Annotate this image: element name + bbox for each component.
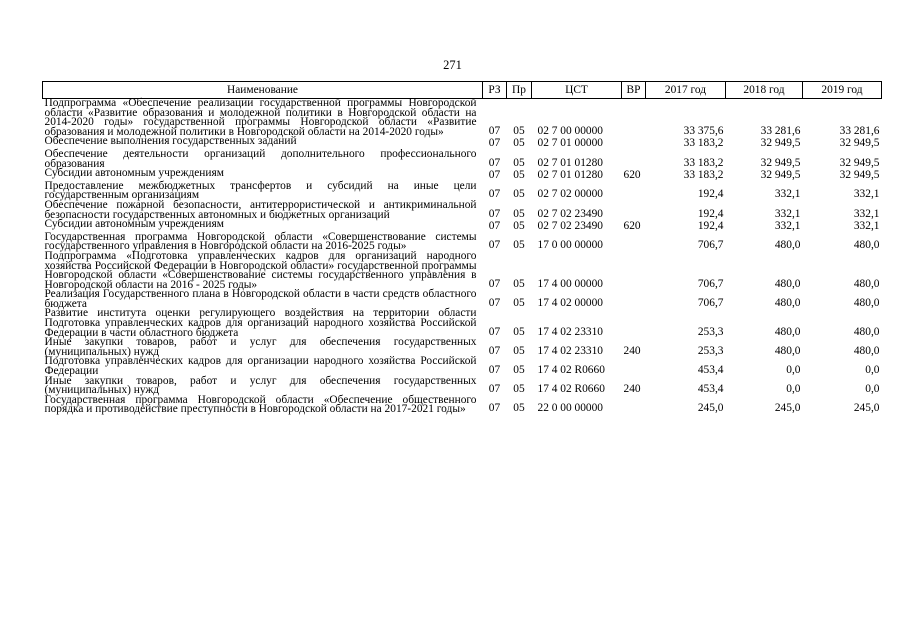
row-cst: 17 4 02 23310 — [537, 344, 603, 357]
row-vr — [622, 99, 646, 138]
row-2018: 480,0 — [774, 239, 801, 252]
row-2019: 332,1 — [853, 207, 880, 220]
row-cst: 17 4 02 00000 — [537, 296, 603, 309]
row-2018: 480,0 — [774, 277, 801, 290]
row-2018: 32 949,5 — [760, 156, 801, 169]
header-rz: РЗ — [483, 82, 507, 99]
table-header-row — [43, 82, 882, 99]
row-2019: 480,0 — [853, 344, 880, 357]
row-name: Предоставление межбюджетных трансфертов и субсидий на иные цели государственным организациям — [44, 179, 477, 202]
row-2019: 245,0 — [853, 402, 880, 415]
row-2017: 253,3 — [697, 325, 724, 338]
row-pr: 05 — [513, 383, 525, 396]
row-vr — [622, 290, 646, 309]
row-vr — [622, 182, 646, 201]
row-2018: 480,0 — [774, 325, 801, 338]
row-cst: 02 7 01 00000 — [537, 137, 603, 150]
row-cst: 17 4 02 23310 — [537, 325, 603, 338]
row-pr: 05 — [513, 124, 525, 137]
header-2018: 2018 год — [726, 82, 803, 99]
row-name: Развитие института оценки регулирующего воздействия на территории области Подготовка управленческих кадров для организаций народного хозяйства Российской Федерации в части областного бюджета — [44, 307, 477, 339]
page-number: 271 — [443, 58, 462, 72]
row-pr: 05 — [513, 364, 525, 377]
row-2019: 480,0 — [853, 239, 880, 252]
row-cst: 02 7 00 00000 — [537, 124, 603, 137]
row-2018: 0,0 — [786, 383, 801, 396]
table-row — [43, 252, 882, 290]
row-vr — [622, 150, 646, 169]
row-rz: 07 — [488, 169, 501, 182]
row-pr: 05 — [513, 169, 525, 182]
row-2018: 332,1 — [774, 220, 801, 233]
row-name: Обеспечение выполнения государственных заданий — [44, 135, 297, 148]
row-name: Обеспечение деятельности организаций дополнительного профессионального образования — [44, 147, 477, 170]
row-pr: 05 — [513, 344, 525, 357]
row-name: Иные закупки товаров, работ и услуг для обеспечения государственных (муниципальных) нужд — [44, 374, 477, 397]
row-name: Государственная программа Новгородской области «Обеспечение общественного порядка и противодействие преступности в Новгородской области на 2017-2021 годы» — [44, 393, 477, 416]
row-2018: 0,0 — [786, 364, 801, 377]
row-2017: 33 375,6 — [683, 124, 724, 137]
row-2019: 0,0 — [865, 383, 880, 396]
row-2017: 33 183,2 — [683, 156, 724, 169]
row-cst: 17 4 02 R0660 — [537, 364, 605, 377]
row-2017: 253,3 — [697, 344, 724, 357]
row-2018: 480,0 — [774, 344, 801, 357]
row-2017: 706,7 — [697, 239, 724, 252]
row-pr: 05 — [513, 402, 525, 415]
header-2019: 2019 год — [803, 82, 882, 99]
row-cst: 22 0 00 00000 — [537, 402, 603, 415]
row-rz: 07 — [488, 344, 501, 357]
row-rz: 07 — [488, 239, 501, 252]
row-cst: 02 7 02 00000 — [537, 188, 603, 201]
table-row — [43, 309, 882, 338]
row-2019: 0,0 — [865, 364, 880, 377]
row-vr — [622, 357, 646, 376]
row-vr: 620 — [623, 220, 641, 233]
header-pr: Пр — [507, 82, 532, 99]
row-2017: 192,4 — [697, 220, 724, 233]
row-cst: 17 4 00 00000 — [537, 277, 603, 290]
table-row — [43, 357, 882, 376]
row-vr — [622, 309, 646, 338]
row-pr: 05 — [513, 277, 525, 290]
row-rz: 07 — [488, 220, 501, 233]
row-pr: 05 — [513, 325, 525, 338]
row-2018: 332,1 — [774, 188, 801, 201]
row-rz: 07 — [488, 277, 501, 290]
row-rz: 07 — [488, 207, 501, 220]
row-rz: 07 — [488, 383, 501, 396]
row-rz: 07 — [488, 124, 501, 137]
row-vr — [622, 233, 646, 252]
header-2017: 2017 год — [646, 82, 726, 99]
budget-table — [42, 81, 882, 415]
row-vr — [622, 252, 646, 290]
row-2017: 245,0 — [697, 402, 724, 415]
row-2019: 33 281,6 — [839, 124, 880, 137]
row-2018: 480,0 — [774, 296, 801, 309]
table-body — [43, 99, 882, 416]
row-cst: 02 7 02 23490 — [537, 207, 603, 220]
row-2019: 32 949,5 — [839, 169, 880, 182]
row-rz: 07 — [488, 296, 501, 309]
row-cst: 02 7 01 01280 — [537, 169, 603, 182]
row-vr — [622, 137, 646, 150]
row-2019: 332,1 — [853, 220, 880, 233]
row-2017: 706,7 — [697, 277, 724, 290]
row-rz: 07 — [488, 188, 501, 201]
row-2018: 32 949,5 — [760, 169, 801, 182]
table-row — [43, 99, 882, 138]
row-name: Подготовка управленческих кадров для организации народного хозяйства Российской Федерации — [44, 355, 477, 378]
table-row — [43, 377, 882, 396]
row-2017: 33 183,2 — [683, 169, 724, 182]
row-2019: 32 949,5 — [839, 156, 880, 169]
row-2018: 32 949,5 — [760, 137, 801, 150]
row-pr: 05 — [513, 296, 525, 309]
row-pr: 05 — [513, 137, 525, 150]
row-rz: 07 — [488, 402, 501, 415]
row-name: Подпрограмма «Обеспечение реализации государственной программы Новгородской области «Развитие образования и молодежной политики в Новгородской области на 2014-2020 годы» государственной программы Новгородской области «Развитие образования и молодежной политики в Новгородской области на 2014-2020 годы» — [44, 97, 477, 138]
row-cst: 17 0 00 00000 — [537, 239, 603, 252]
row-rz: 07 — [488, 137, 501, 150]
header-cst: ЦСТ — [532, 82, 622, 99]
row-2019: 480,0 — [853, 277, 880, 290]
row-2017: 706,7 — [697, 296, 724, 309]
row-name: Реализация Государственного плана в Новгородской области в части средств областного бюджета — [44, 288, 477, 310]
row-pr: 05 — [513, 220, 525, 233]
row-cst: 02 7 02 23490 — [537, 220, 603, 233]
header-vr: ВР — [622, 82, 646, 99]
row-name: Обеспечение пожарной безопасности, антитеррористической и антикриминальной безопасности государственных автономных и бюджетных организаций — [44, 198, 477, 221]
row-2017: 192,4 — [697, 188, 724, 201]
row-name: Государственная программа Новгородской области «Совершенствование системы государственного управления в Новгородской области на 2016-2025 годы» — [44, 230, 477, 253]
row-rz: 07 — [488, 156, 501, 169]
row-2018: 245,0 — [774, 402, 801, 415]
row-pr: 05 — [513, 156, 525, 169]
row-vr: 240 — [623, 383, 641, 396]
row-name: Субсидии автономным учреждениям — [44, 167, 224, 180]
row-cst: 02 7 01 01280 — [537, 156, 603, 169]
row-name: Субсидии автономным учреждениям — [44, 218, 224, 231]
row-2017: 453,4 — [697, 383, 724, 396]
row-2019: 480,0 — [853, 296, 880, 309]
row-rz: 07 — [488, 325, 501, 338]
row-2017: 453,4 — [697, 364, 724, 377]
row-2018: 33 281,6 — [760, 124, 801, 137]
row-vr — [622, 396, 646, 415]
row-vr — [622, 201, 646, 220]
row-2017: 192,4 — [697, 207, 724, 220]
row-cst: 17 4 02 R0660 — [537, 383, 605, 396]
row-rz: 07 — [488, 364, 501, 377]
row-2019: 480,0 — [853, 325, 880, 338]
row-pr: 05 — [513, 239, 525, 252]
table-row — [43, 396, 882, 415]
row-2019: 332,1 — [853, 188, 880, 201]
header-name: Наименование — [43, 82, 483, 99]
row-name: Иные закупки товаров, работ и услуг для обеспечения государственных (муниципальных) нужд — [44, 336, 477, 358]
row-2017: 33 183,2 — [683, 137, 724, 150]
row-pr: 05 — [513, 188, 525, 201]
row-vr: 240 — [623, 344, 641, 357]
row-2019: 32 949,5 — [839, 137, 880, 150]
row-pr: 05 — [513, 207, 525, 220]
row-2018: 332,1 — [774, 207, 801, 220]
row-vr: 620 — [623, 169, 641, 182]
row-name: Подпрограмма «Подготовка управленческих кадров для организаций народного хозяйства Российской Федерации в Новгородской области» государственной программы Новгородской области «Совершенствование системы государственного управления в Новгородской области на 2016 - 2025 годы» — [44, 249, 477, 291]
